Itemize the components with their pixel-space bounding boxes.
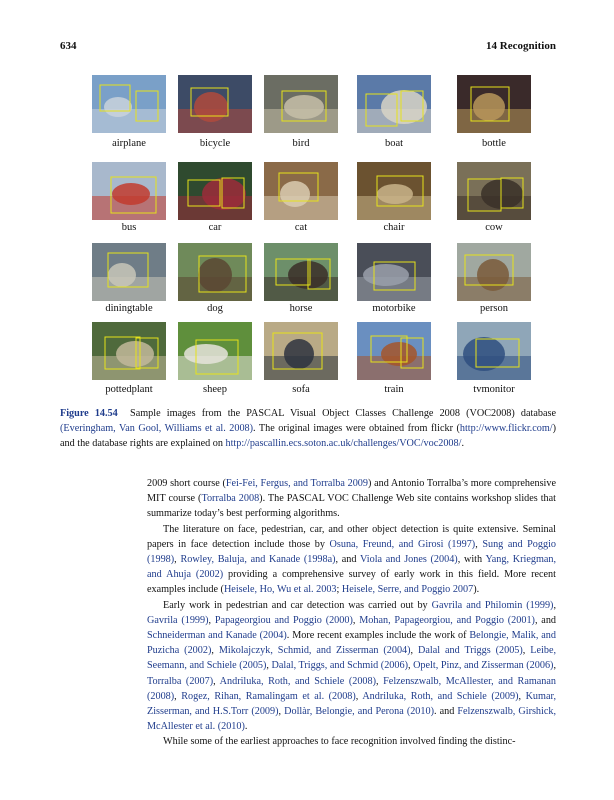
url-link[interactable]: http://www.flickr.com/	[459, 423, 553, 434]
citation-link[interactable]: Rowley, Baluja, and Kanade (1998a)	[180, 554, 336, 566]
sample-image-diningtable	[92, 243, 166, 301]
citation-link[interactable]: Dollàr, Belongie, and Perona (2010)	[284, 706, 434, 718]
sample-image-pottedplant	[92, 322, 166, 380]
sample-image-motorbike	[357, 243, 431, 301]
sample-image-bicycle	[178, 75, 252, 133]
image-label-sofa: sofa	[292, 384, 310, 395]
image-label-bus: bus	[121, 222, 137, 233]
image-label-tvmonitor: tvmonitor	[473, 384, 515, 395]
citation-link[interactable]: Mikolajczyk, Schmid, and Zisserman (2004)	[218, 645, 411, 657]
paragraph: 2009 short course (Fei-Fei, Fergus, and Torralba 2009) and Antonio Torralba’s more comprehensive MIT course (Torralba 2008). The PASCAL VOC Challenge Web site contains workshop slides that summarize today’s best performing algorithms.	[147, 478, 556, 520]
sample-image-sofa	[264, 322, 338, 380]
sample-image-train	[357, 322, 431, 380]
image-label-horse: horse	[289, 303, 313, 314]
citation-link[interactable]: Heisele, Ho, Wu et al. 2003	[223, 584, 337, 596]
citation-link[interactable]: Felzenszwalb, Girshick, McAllester et al. (2010)	[147, 706, 557, 733]
citation-link[interactable]: Andriluka, Roth, and Schiele (2009)	[362, 690, 519, 702]
citation-link[interactable]: (Everingham, Van Gool, Williams et al. 2008)	[60, 423, 254, 434]
body-text	[147, 476, 556, 750]
running-header	[60, 40, 556, 56]
paragraph: The literature on face, pedestrian, car, and other object detection is quite extensive. Seminal papers in face detection include those by Osuna, Freund, and Girosi (1997), Sung and Poggio (1998), Rowley, Baluja, and Kanade (1998a), and Viola and Jones (2004), with Yang, Kriegman, and Ahuja (2002) providing a comprehensive survey of early work in this field. More recent examples include (Heisele, Ho, Wu et al. 2003; Heisele, Serre, and Poggio 2007).	[147, 523, 557, 596]
sample-image-person	[457, 243, 531, 301]
sample-image-chair	[357, 162, 431, 220]
citation-link[interactable]: Mohan, Papageorgiou, and Poggio (2001)	[359, 614, 535, 626]
sample-image-bird	[264, 75, 338, 133]
image-label-airplane: airplane	[112, 138, 146, 149]
image-label-cat: cat	[294, 222, 308, 233]
citation-link[interactable]: Osuna, Freund, and Girosi (1997)	[329, 538, 476, 550]
image-label-pottedplant: pottedplant	[105, 384, 153, 395]
image-label-bottle: bottle	[482, 138, 506, 149]
citation-link[interactable]: Rogez, Rihan, Ramalingam et al. (2008)	[181, 690, 356, 702]
image-label-bicycle: bicycle	[199, 138, 231, 149]
citation-link[interactable]: Torralba 2008	[201, 493, 260, 505]
citation-link[interactable]: Dalal and Triggs (2005)	[418, 645, 523, 657]
url-link[interactable]: http://pascallin.ecs.soton.ac.uk/challenges/VOC/voc2008/	[225, 438, 462, 449]
sample-image-sheep	[178, 322, 252, 380]
image-label-diningtable: diningtable	[105, 303, 153, 314]
citation-link[interactable]: Schneiderman and Kanade (2004)	[147, 630, 287, 642]
image-label-chair: chair	[383, 222, 405, 233]
citation-link[interactable]: Dalal, Triggs, and Schmid (2006)	[271, 660, 408, 672]
image-label-train: train	[384, 384, 404, 395]
citation-link[interactable]: Papageorgiou and Poggio (2000)	[214, 614, 353, 626]
sample-image-cat	[264, 162, 338, 220]
figure-caption: Figure 14.54 Sample images from the PASCAL Visual Object Classes Challenge 2008 (VOC2008) database (Everingham, Van Gool, Williams et al. 2008). The original images were obtained from flickr (http://www.flickr.com/) and the database rights are explained on http://pascallin.ecs.soton.ac.uk/challenges/VOC/voc2008/.	[60, 408, 556, 449]
citation-link[interactable]: Yang, Kriegman, and Ahuja (2002)	[147, 554, 557, 581]
image-label-dog: dog	[207, 303, 223, 314]
sample-image-horse	[264, 243, 338, 301]
image-label-motorbike: motorbike	[372, 303, 416, 314]
citation-link[interactable]: Sung and Poggio (1998)	[147, 538, 556, 566]
sample-image-car	[178, 162, 252, 220]
sample-image-bus	[92, 162, 166, 220]
sample-image-cow	[457, 162, 531, 220]
citation-link[interactable]: Torralba (2007)	[147, 675, 214, 687]
citation-link[interactable]: Fei-Fei, Fergus, and Torralba 2009	[225, 478, 368, 489]
paragraph: Early work in pedestrian and car detection was carried out by Gavrila and Philomin (1999), Gavrila (1999), Papageorgiou and Poggio (2000), Mohan, Papageorgiou, and Poggio (2001), and Schneiderman and Kanade (2004). More recent examples include the work of Belongie, Malik, and Puzicha (2002), Mikolajczyk, Schmid, and Zisserman (2004), Dalal and Triggs (2005), Leibe, Seemann, and Schiele (2005), Dalal, Triggs, and Schmid (2006), Opelt, Pinz, and Zisserman (2006), Torralba (2007), Andriluka, Roth, and Schiele (2008), Felzenszwalb, McAllester, and Ramanan (2008), Rogez, Rihan, Ramalingam et al. (2008), Andriluka, Roth, and Schiele (2009), Kumar, Zisserman, and H.S.Torr (2009), Dollàr, Belongie, and Perona (2010). and Felzenszwalb, Girshick, McAllester et al. (2010).	[147, 599, 557, 733]
image-label-bird: bird	[292, 138, 310, 149]
citation-link[interactable]: Kumar, Zisserman, and H.S.Torr (2009)	[147, 690, 556, 718]
citation-link[interactable]: Opelt, Pinz, and Zisserman (2006)	[413, 660, 554, 672]
image-label-sheep: sheep	[203, 384, 227, 395]
citation-link[interactable]: Gavrila and Philomin (1999)	[431, 599, 554, 611]
image-label-car: car	[208, 222, 222, 233]
paragraph: While some of the earliest approaches to face recognition involved finding the distinc-	[163, 736, 516, 748]
sample-image-boat	[357, 75, 431, 133]
sample-image-airplane	[92, 75, 166, 133]
sample-image-bottle	[457, 75, 531, 133]
sample-image-tvmonitor	[457, 322, 531, 380]
image-label-cow: cow	[485, 222, 503, 233]
citation-link[interactable]: Gavrila (1999)	[147, 614, 209, 626]
figure-label: Figure 14.54	[60, 408, 118, 419]
citation-link[interactable]: Belongie, Malik, and Puzicha (2002)	[147, 630, 556, 657]
citation-link[interactable]: Andriluka, Roth, and Schiele (2008)	[219, 675, 377, 687]
page-number: 634	[60, 40, 77, 52]
image-label-person: person	[480, 303, 508, 314]
citation-link[interactable]: Heisele, Serre, and Poggio 2007	[341, 584, 474, 596]
citation-link[interactable]: Viola and Jones (2004)	[360, 554, 458, 566]
sample-image-dog	[178, 243, 252, 301]
citation-link[interactable]: Felzenszwalb, McAllester, and Ramanan (2008)	[147, 675, 556, 702]
image-label-boat: boat	[384, 138, 404, 149]
citation-link[interactable]: Leibe, Seemann, and Schiele (2005)	[147, 645, 557, 672]
chapter-title: 14 Recognition	[486, 40, 556, 52]
